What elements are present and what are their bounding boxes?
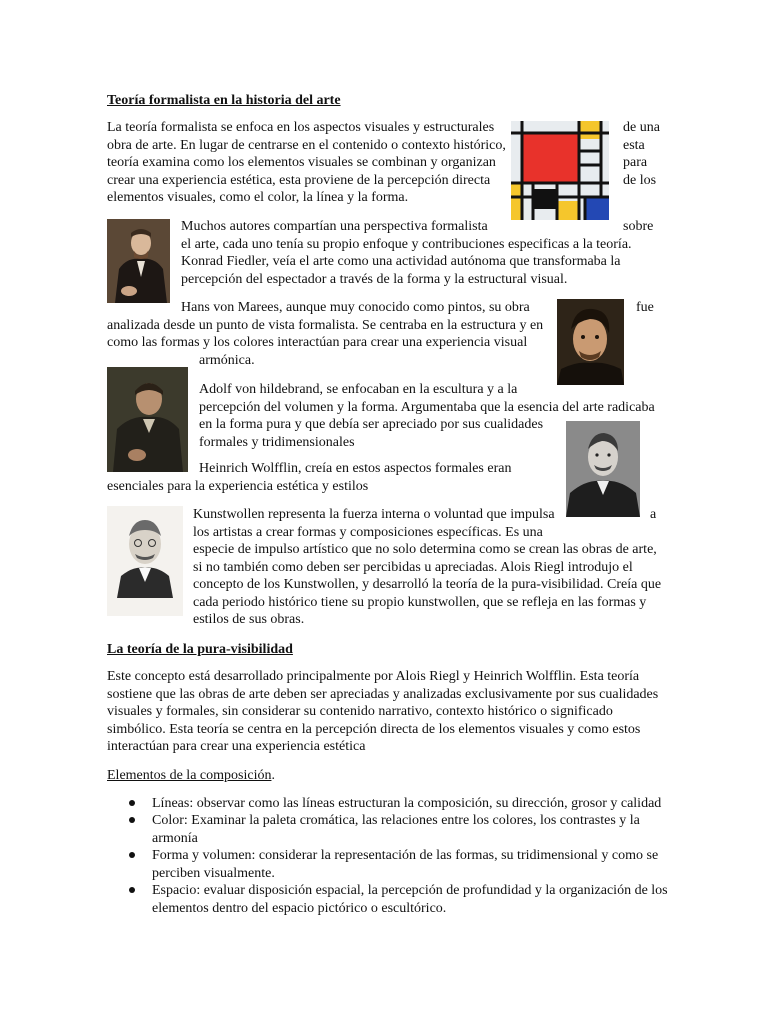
mondrian-painting-image <box>511 121 609 220</box>
body-line-end: para <box>623 155 648 170</box>
body-line: Hans von Marees, aunque muy conocido como pintos, su obra <box>181 300 530 315</box>
body-line-end: esta <box>623 137 645 153</box>
list-item-continuation: armonía <box>152 830 198 846</box>
list-item-continuation: elementos dentro del espacio pictórico o escultórico. <box>152 900 447 916</box>
bullet-dot-icon <box>129 817 135 823</box>
body-line: como las formas y los colores interactúan para crear una experiencia visual <box>107 335 528 350</box>
mondrian-red-block <box>522 133 579 183</box>
hans-von-marees-portrait-image <box>557 299 624 385</box>
mondrian-yellow-block-bottom <box>557 201 579 220</box>
body-line: percepción del espectador a través de la forma y la estructural visual. <box>181 271 568 287</box>
list-item: Líneas: observar como las líneas estructuran la composición, su dirección, grosor y calidad <box>152 796 662 811</box>
body-line: el arte, cada uno tenía su propio enfoque y contribuciones especificas a la teoría. <box>181 236 632 252</box>
body-line: si no también como deben ser percibidas u apreciadas. Alois Riegl introdujo el <box>193 559 633 575</box>
mondrian-blue-block <box>585 197 609 220</box>
heinrich-wolfflin-portrait-image <box>566 421 640 517</box>
body-line: armónica. <box>199 352 255 368</box>
body-line: en la forma pura y que debía ser apreciado por sus cualidades <box>199 417 544 432</box>
list-item-continuation: perciben visualmente. <box>152 865 275 881</box>
body-line: Kunstwollen representa la fuerza interna o voluntad que impulsa <box>193 507 555 522</box>
adolf-von-hildebrand-portrait-image <box>107 367 188 472</box>
body-line: crear una experiencia estética, esta proviene de la percepción directa <box>107 172 491 188</box>
body-line: Konrad Fiedler, veía el arte como una actividad autónoma que transformaba la <box>181 254 621 269</box>
body-line: La teoría formalista se enfoca en los aspectos visuales y estructurales <box>107 120 495 135</box>
body-line: interactúan para crear una experiencia estética <box>107 739 366 754</box>
body-line-end: sobre <box>623 219 654 234</box>
list-item: Forma y volumen: considerar la representación de las formas, su tridimensional y como se <box>152 848 659 863</box>
bullet-dot-icon <box>129 852 135 858</box>
mondrian-yellow-block-top <box>579 121 601 139</box>
mondrian-black-block <box>533 189 557 209</box>
body-line: teoría examina como los elementos visuales se combinan y organizan <box>107 155 496 170</box>
body-line: sostiene que las obras de arte deben ser apreciadas y analizadas exclusivamente por sus cualidades <box>107 686 659 702</box>
body-line: especie de impulso artístico que no solo determina como se crean las obras de arte, <box>193 542 657 557</box>
body-line: esenciales para la experiencia estética y estilos <box>107 478 369 494</box>
body-line: formales y tridimensionales <box>199 434 355 450</box>
body-line: estilos de sus obras. <box>193 612 305 627</box>
body-line-end: a <box>650 507 657 522</box>
body-line: elementos visuales, como el color, la línea y la forma. <box>107 190 409 205</box>
bullet-dot-icon <box>129 800 135 806</box>
body-line: cada periodo histórico tiene su propio kunstwollen, que se refleja en las formas y <box>193 594 647 610</box>
body-line-end: fue <box>636 300 654 315</box>
body-line: obra de arte. En lugar de centrarse en el contenido o contexto histórico, <box>107 137 506 153</box>
composition-subheading <box>107 767 275 785</box>
body-line: visuales y formales, sin considerar su contenido narrativo, contexto histórico o significado <box>107 704 613 719</box>
composition-subheading-period: . <box>271 768 275 783</box>
bullet-dot-icon <box>129 887 135 893</box>
list-item: Color: Examinar la paleta cromática, las relaciones entre los colores, los contrastes y la <box>152 813 640 828</box>
body-line: Adolf von hildebrand, se enfocaban en la escultura y a la <box>199 382 518 397</box>
alois-riegl-portrait-image <box>107 506 183 616</box>
body-line-end: de los <box>623 172 657 188</box>
body-line: concepto de los Kunstwollen, y desarrolló la teoría de la pura-visibilidad. Creía que <box>193 577 662 592</box>
list-item: Espacio: evaluar disposición espacial, la percepción de profundidad y la organización de los <box>152 883 668 898</box>
body-line: Este concepto está desarrollado principalmente por Alois Riegl y Heinrich Wolfflin. Esta teoría <box>107 669 640 684</box>
body-line: Muchos autores compartían una perspectiva formalista <box>181 219 488 234</box>
body-line: simbólico. Esta teoría se centra en la percepción directa de los elementos visuales y como estos <box>107 721 641 737</box>
konrad-fiedler-portrait-image <box>107 219 170 303</box>
composition-subheading-text: Elementos de la composición <box>107 768 272 783</box>
body-line: analizada desde un punto de vista formalista. Se centraba en la estructura y en <box>107 317 544 333</box>
body-line: percepción del volumen y la forma. Argumentaba que la esencia del arte radicaba <box>199 399 655 415</box>
body-line: los artistas a crear formas y composiciones específicas. Es una <box>193 524 543 540</box>
mondrian-yellow-block-left <box>511 183 522 220</box>
body-line: Heinrich Wolfflin, creía en estos aspectos formales eran <box>199 461 512 476</box>
section-title-pure-visibility: La teoría de la pura-visibilidad <box>107 642 293 657</box>
body-line-end: de una <box>623 120 660 135</box>
section-title-formalist: Teoría formalista en la historia del arte <box>107 93 341 108</box>
